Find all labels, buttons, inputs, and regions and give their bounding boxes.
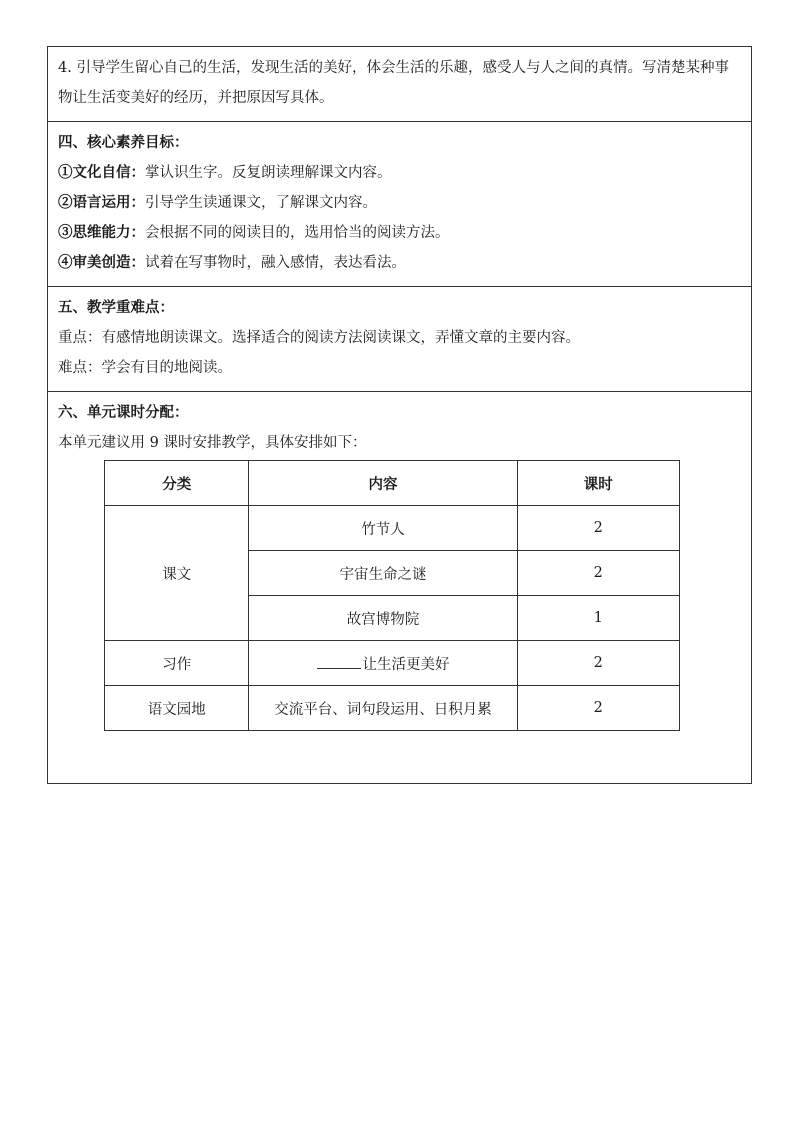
core-item-label: ②语言运用： bbox=[58, 194, 145, 211]
content-cell: 宇宙生命之谜 bbox=[249, 551, 517, 596]
core-item bbox=[58, 158, 741, 188]
category-cell: 课文 bbox=[105, 506, 249, 641]
hours-cell: 2 bbox=[517, 551, 679, 596]
core-item bbox=[58, 188, 741, 218]
content-cell: 交流平台、词句段运用、日积月累 bbox=[249, 686, 517, 731]
table-row bbox=[105, 686, 680, 731]
core-item-text: 掌认识生字。反复朗读理解课文内容。 bbox=[145, 165, 392, 181]
goal-4-text: 4. 引导学生留心自己的生活，发现生活的美好，体会生活的乐趣，感受人与人之间的真情。写清楚某种事物让生活变美好的经历，并把原因写具体。 bbox=[58, 60, 729, 106]
core-literacy-title: 四、核心素养目标： bbox=[58, 134, 189, 151]
table-header-row bbox=[105, 461, 680, 506]
difficulty-text: 难点：学会有目的地阅读。 bbox=[58, 360, 232, 376]
hours-cell: 1 bbox=[517, 596, 679, 641]
core-item-label: ①文化自信： bbox=[58, 164, 145, 181]
key-points-section bbox=[48, 286, 751, 391]
schedule-section bbox=[48, 391, 751, 783]
content-text: 让生活更美好 bbox=[362, 656, 450, 673]
core-item-label: ④审美创造： bbox=[58, 254, 145, 271]
lesson-plan-table bbox=[47, 46, 752, 784]
core-item bbox=[58, 248, 741, 278]
core-item-text: 引导学生读通课文，了解课文内容。 bbox=[145, 195, 377, 211]
core-item-label: ③思维能力： bbox=[58, 224, 145, 241]
schedule-intro: 本单元建议用 9 课时安排教学，具体安排如下： bbox=[58, 435, 367, 451]
category-cell: 语文园地 bbox=[105, 686, 249, 731]
schedule-table bbox=[104, 460, 680, 731]
header-category: 分类 bbox=[105, 461, 249, 506]
core-item-text: 试着在写事物时，融入感情，表达看法。 bbox=[145, 255, 406, 271]
content-cell bbox=[249, 641, 517, 686]
content-cell: 故宫博物院 bbox=[249, 596, 517, 641]
core-literacy-section bbox=[48, 121, 751, 286]
fill-in-blank bbox=[317, 654, 361, 669]
schedule-title: 六、单元课时分配： bbox=[58, 404, 189, 421]
hours-cell: 2 bbox=[517, 641, 679, 686]
table-row bbox=[105, 641, 680, 686]
hours-cell: 2 bbox=[517, 686, 679, 731]
goal-section bbox=[48, 47, 751, 121]
focus-text: 重点：有感情地朗读课文。选择适合的阅读方法阅读课文，弄懂文章的主要内容。 bbox=[58, 330, 580, 346]
header-hours: 课时 bbox=[517, 461, 679, 506]
key-points-title: 五、教学重难点： bbox=[58, 299, 174, 316]
core-item bbox=[58, 218, 741, 248]
header-content: 内容 bbox=[249, 461, 517, 506]
category-cell: 习作 bbox=[105, 641, 249, 686]
table-row bbox=[105, 506, 680, 551]
content-cell: 竹节人 bbox=[249, 506, 517, 551]
hours-cell: 2 bbox=[517, 506, 679, 551]
core-item-text: 会根据不同的阅读目的，选用恰当的阅读方法。 bbox=[145, 225, 450, 241]
